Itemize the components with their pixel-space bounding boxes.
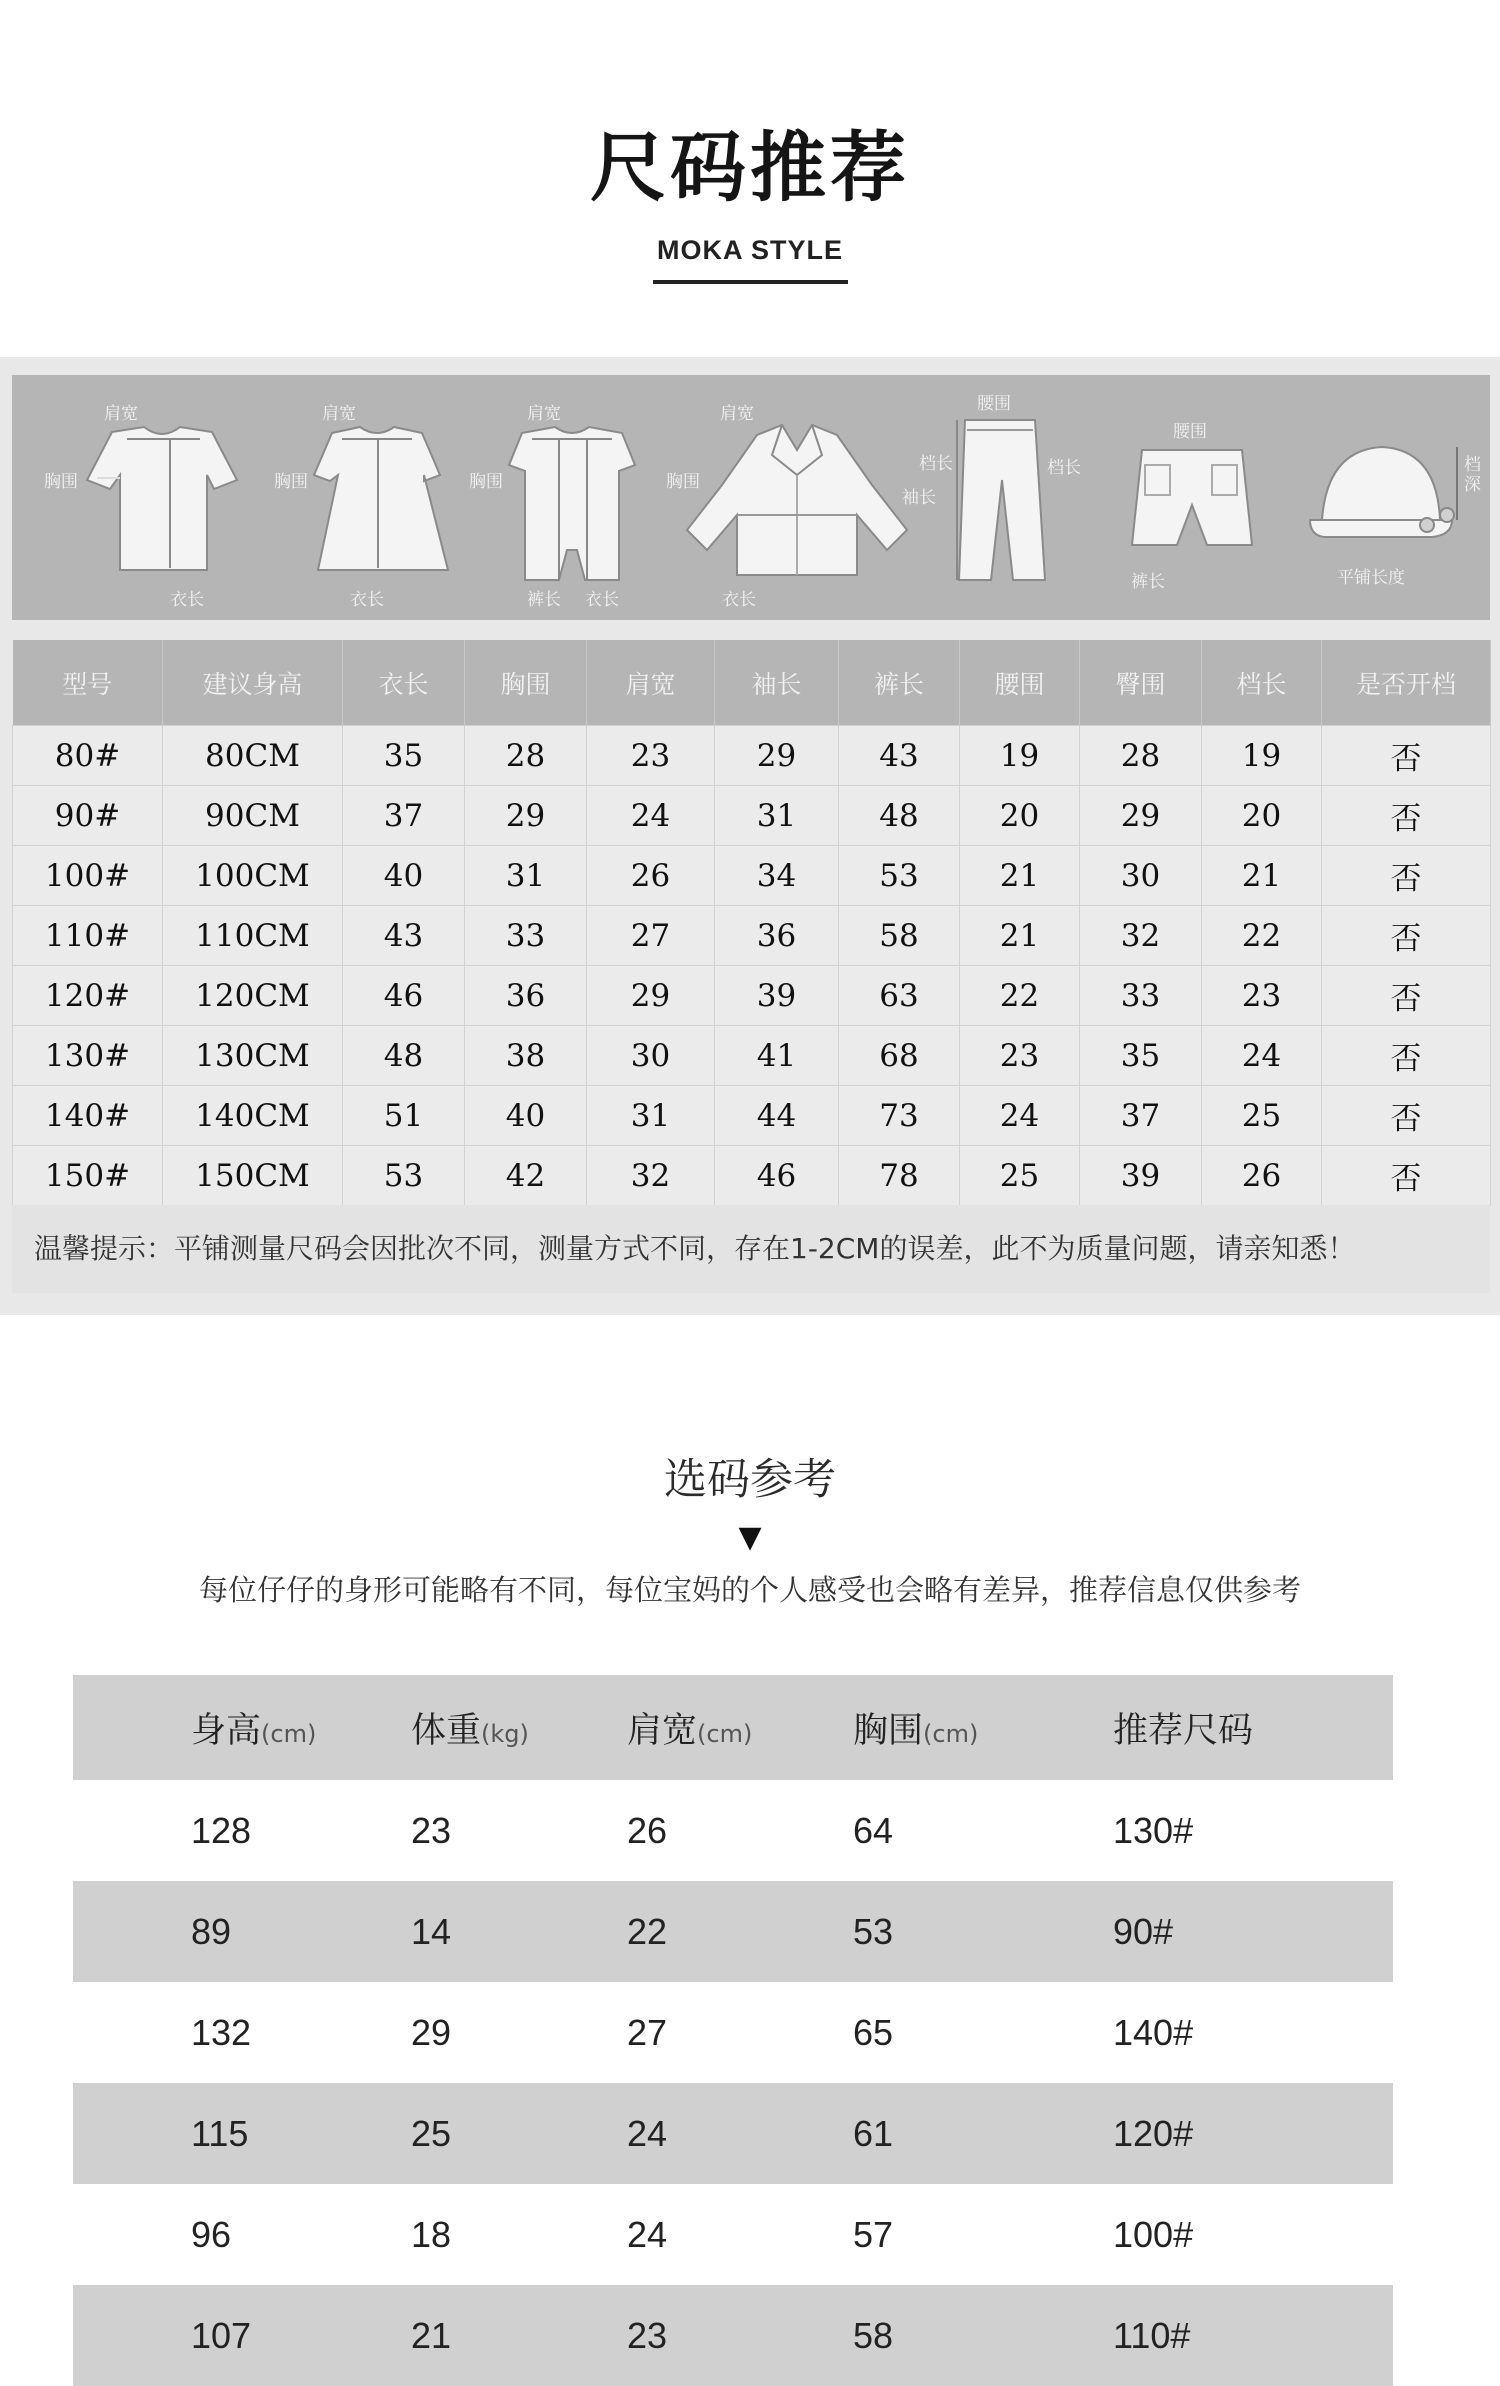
- table-cell: 29: [1080, 786, 1202, 846]
- table-cell: 40: [465, 1086, 587, 1146]
- table-row: [13, 786, 1491, 846]
- table-cell: 35: [343, 726, 465, 786]
- table-row: [73, 2083, 1393, 2184]
- diagram-label: 衣长: [585, 590, 619, 610]
- table-row: [13, 1086, 1491, 1146]
- table-cell: 19: [1202, 726, 1322, 786]
- table-cell: 68: [839, 1026, 960, 1086]
- table-cell: 23: [411, 1809, 452, 1851]
- table-cell: 38: [465, 1026, 587, 1086]
- table-row: [73, 1982, 1393, 2083]
- hat-diagram: [1292, 375, 1487, 620]
- romper-icon: [477, 375, 667, 620]
- table-cell: 否: [1322, 906, 1491, 966]
- table-cell: 22: [960, 966, 1080, 1026]
- table-cell: 100CM: [163, 846, 343, 906]
- column-header: 袖长: [715, 640, 839, 726]
- table-row: [73, 2184, 1393, 2285]
- column-header: 型号: [13, 640, 163, 726]
- table-row: [13, 1026, 1491, 1086]
- diagram-label: 裤长: [527, 590, 561, 610]
- table-cell: 110#: [1113, 2285, 1393, 2386]
- table-cell: 53: [839, 846, 960, 906]
- table-cell: 31: [587, 1086, 715, 1146]
- table-cell: 否: [1322, 786, 1491, 846]
- diagram-label: 胸围: [274, 472, 308, 492]
- table-cell: 33: [1080, 966, 1202, 1026]
- measurement-diagram: [12, 375, 1490, 620]
- table-cell: 90CM: [163, 786, 343, 846]
- table-cell: 130#: [1113, 1809, 1194, 1851]
- table-cell: 115: [73, 2083, 411, 2184]
- diagram-label: 腰围: [1173, 422, 1207, 442]
- table-row: [13, 966, 1491, 1026]
- table-row: [13, 906, 1491, 966]
- table-cell: 37: [343, 786, 465, 846]
- table-cell: 110#: [13, 906, 163, 966]
- dress-diagram: [274, 375, 472, 620]
- table-cell: 否: [1322, 1026, 1491, 1086]
- table-cell: 31: [465, 846, 587, 906]
- size-recommend-header: [0, 118, 1500, 284]
- table-cell: 90#: [13, 786, 163, 846]
- diagram-label: 衣长: [170, 590, 204, 610]
- diagram-label: 档长: [1047, 458, 1081, 478]
- table-cell: 36: [715, 906, 839, 966]
- size-chart-panel: [0, 357, 1500, 1315]
- table-cell: 27: [587, 906, 715, 966]
- table-cell: 41: [715, 1026, 839, 1086]
- table-cell: 否: [1322, 846, 1491, 906]
- table-cell: 100#: [1113, 2213, 1194, 2255]
- diagram-label: 肩宽: [104, 404, 138, 424]
- table-cell: 26: [627, 1809, 668, 1851]
- table-cell: 51: [343, 1086, 465, 1146]
- table-cell: 23: [960, 1026, 1080, 1086]
- table-cell: 150#: [13, 1146, 163, 1206]
- table-cell: 80#: [13, 726, 163, 786]
- table-cell: 130CM: [163, 1026, 343, 1086]
- table-cell: 48: [839, 786, 960, 846]
- down-arrow-icon: ▼: [738, 1520, 762, 1555]
- page-title: 尺码推荐: [590, 123, 910, 212]
- column-header: 腰围: [960, 640, 1080, 726]
- diagram-label: 胸围: [469, 472, 503, 492]
- reference-description: 每位仔仔的身形可能略有不同，每位宝妈的个人感受也会略有差异，推荐信息仅供参考: [198, 1573, 1301, 1607]
- table-cell: 53: [853, 1881, 1113, 1982]
- diagram-label: 腰围: [977, 394, 1011, 414]
- table-cell: 140#: [13, 1086, 163, 1146]
- reference-table-body: [73, 1780, 1393, 2386]
- table-row: [73, 2285, 1393, 2386]
- column-header: 肩宽(cm): [627, 1675, 853, 1780]
- table-cell: 130#: [13, 1026, 163, 1086]
- size-chart-table: [12, 640, 1491, 1206]
- table-cell: 29: [587, 966, 715, 1026]
- tshirt-diagram: [44, 375, 252, 620]
- table-cell: 57: [853, 2213, 894, 2255]
- diagram-label: 肩宽: [527, 404, 561, 424]
- table-cell: 100#: [13, 846, 163, 906]
- table-cell: 120CM: [163, 966, 343, 1026]
- table-cell: 46: [343, 966, 465, 1026]
- table-cell: 26: [587, 846, 715, 906]
- diagram-label: 胸围: [666, 472, 700, 492]
- table-cell: 19: [960, 726, 1080, 786]
- table-cell: 96: [191, 2213, 232, 2255]
- column-header: 肩宽: [587, 640, 715, 726]
- table-cell: 43: [343, 906, 465, 966]
- diagram-label: 衣长: [350, 590, 384, 610]
- table-cell: 25: [411, 2083, 627, 2184]
- table-cell: 39: [715, 966, 839, 1026]
- table-cell: 25: [960, 1146, 1080, 1206]
- table-cell: 64: [853, 1809, 894, 1851]
- diagram-label: 裤长: [1131, 572, 1165, 592]
- column-header: 档长: [1202, 640, 1322, 726]
- table-cell: 30: [587, 1026, 715, 1086]
- dress-icon: [282, 375, 472, 620]
- table-cell: 30: [1080, 846, 1202, 906]
- table-cell: 24: [1202, 1026, 1322, 1086]
- table-cell: 24: [627, 2083, 853, 2184]
- table-cell: 32: [1080, 906, 1202, 966]
- table-cell: 28: [1080, 726, 1202, 786]
- diagram-label: 胸围: [44, 472, 78, 492]
- diagram-label: 肩宽: [720, 404, 754, 424]
- table-cell: 否: [1322, 966, 1491, 1026]
- table-cell: 44: [715, 1086, 839, 1146]
- table-cell: 120#: [13, 966, 163, 1026]
- table-cell: 132: [191, 2011, 252, 2053]
- table-cell: 26: [1202, 1146, 1322, 1206]
- table-cell: 否: [1322, 726, 1491, 786]
- table-cell: 40: [343, 846, 465, 906]
- column-header: 建议身高: [163, 640, 343, 726]
- table-cell: 78: [839, 1146, 960, 1206]
- table-cell: 否: [1322, 1086, 1491, 1146]
- jacket-icon: [672, 375, 922, 620]
- table-cell: 22: [627, 1881, 853, 1982]
- column-header: 体重(kg): [411, 1675, 627, 1780]
- table-cell: 43: [839, 726, 960, 786]
- table-cell: 89: [73, 1881, 411, 1982]
- table-cell: 128: [191, 1809, 252, 1851]
- table-cell: 32: [587, 1146, 715, 1206]
- column-header: 胸围(cm): [853, 1675, 1113, 1780]
- table-cell: 24: [627, 2213, 668, 2255]
- diagram-label: 档长: [919, 454, 953, 474]
- table-cell: 18: [411, 2213, 452, 2255]
- column-header: 胸围: [465, 640, 587, 726]
- table-cell: 73: [839, 1086, 960, 1146]
- column-header: 是否开档: [1322, 640, 1491, 726]
- table-cell: 34: [715, 846, 839, 906]
- table-cell: 23: [587, 726, 715, 786]
- size-reference-table: [73, 1675, 1393, 2386]
- table-cell: 21: [960, 906, 1080, 966]
- table-cell: 21: [960, 846, 1080, 906]
- table-cell: 20: [960, 786, 1080, 846]
- table-cell: 14: [411, 1881, 627, 1982]
- table-cell: 48: [343, 1026, 465, 1086]
- table-cell: 61: [853, 2083, 1113, 2184]
- table-cell: 120#: [1113, 2083, 1393, 2184]
- diagram-label: 袖长: [902, 488, 936, 508]
- romper-diagram: [469, 375, 667, 620]
- table-cell: 31: [715, 786, 839, 846]
- table-cell: 22: [1202, 906, 1322, 966]
- diagram-label: 肩宽: [322, 404, 356, 424]
- table-row: [73, 1780, 1393, 1881]
- column-header: 裤长: [839, 640, 960, 726]
- table-cell: 25: [1202, 1086, 1322, 1146]
- table-cell: 23: [1202, 966, 1322, 1026]
- table-cell: 35: [1080, 1026, 1202, 1086]
- table-cell: 58: [853, 2285, 1113, 2386]
- pants-diagram: [917, 375, 1087, 620]
- table-cell: 36: [465, 966, 587, 1026]
- table-cell: 29: [715, 726, 839, 786]
- column-header: 臀围: [1080, 640, 1202, 726]
- size-table-body: [13, 726, 1491, 1206]
- table-cell: 29: [465, 786, 587, 846]
- size-table-header: [13, 640, 1491, 726]
- table-cell: 63: [839, 966, 960, 1026]
- table-cell: 20: [1202, 786, 1322, 846]
- column-header: 推荐尺码: [1113, 1675, 1393, 1780]
- table-cell: 33: [465, 906, 587, 966]
- shorts-diagram: [1117, 375, 1267, 620]
- table-cell: 23: [627, 2285, 853, 2386]
- table-cell: 39: [1080, 1146, 1202, 1206]
- table-cell: 27: [627, 2011, 668, 2053]
- table-cell: 24: [587, 786, 715, 846]
- brand-subtitle: MOKA STYLE: [656, 235, 843, 265]
- size-reference-header: [0, 1452, 1500, 1610]
- table-cell: 42: [465, 1146, 587, 1206]
- reference-table-header: [73, 1675, 1393, 1780]
- table-cell: 28: [465, 726, 587, 786]
- table-cell: 37: [1080, 1086, 1202, 1146]
- table-cell: 53: [343, 1146, 465, 1206]
- table-cell: 110CM: [163, 906, 343, 966]
- table-row: [13, 1146, 1491, 1206]
- table-row: [13, 846, 1491, 906]
- table-cell: 140#: [1113, 2011, 1194, 2053]
- diagram-label: 档深: [1464, 455, 1481, 495]
- tshirt-icon: [52, 375, 252, 620]
- table-cell: 46: [715, 1146, 839, 1206]
- table-cell: 24: [960, 1086, 1080, 1146]
- table-cell: 80CM: [163, 726, 343, 786]
- table-cell: 否: [1322, 1146, 1491, 1206]
- table-cell: 58: [839, 906, 960, 966]
- table-row: [13, 726, 1491, 786]
- table-cell: 65: [853, 2011, 894, 2053]
- column-header: 身高(cm): [73, 1675, 411, 1780]
- table-row: [73, 1881, 1393, 1982]
- title-underline: [653, 280, 848, 284]
- table-cell: 21: [1202, 846, 1322, 906]
- table-cell: 140CM: [163, 1086, 343, 1146]
- measurement-tip: 温馨提示：平铺测量尺码会因批次不同，测量方式不同，存在1-2CM的误差，此不为质量问题，请亲知悉！: [12, 1205, 1490, 1293]
- diagram-label: 平铺长度: [1337, 568, 1405, 588]
- table-cell: 29: [411, 2011, 452, 2053]
- column-header: 衣长: [343, 640, 465, 726]
- table-cell: 90#: [1113, 1881, 1393, 1982]
- table-cell: 150CM: [163, 1146, 343, 1206]
- diagram-label: 衣长: [722, 590, 756, 610]
- table-cell: 107: [73, 2285, 411, 2386]
- reference-title: 选码参考: [664, 1455, 836, 1505]
- table-cell: 21: [411, 2285, 627, 2386]
